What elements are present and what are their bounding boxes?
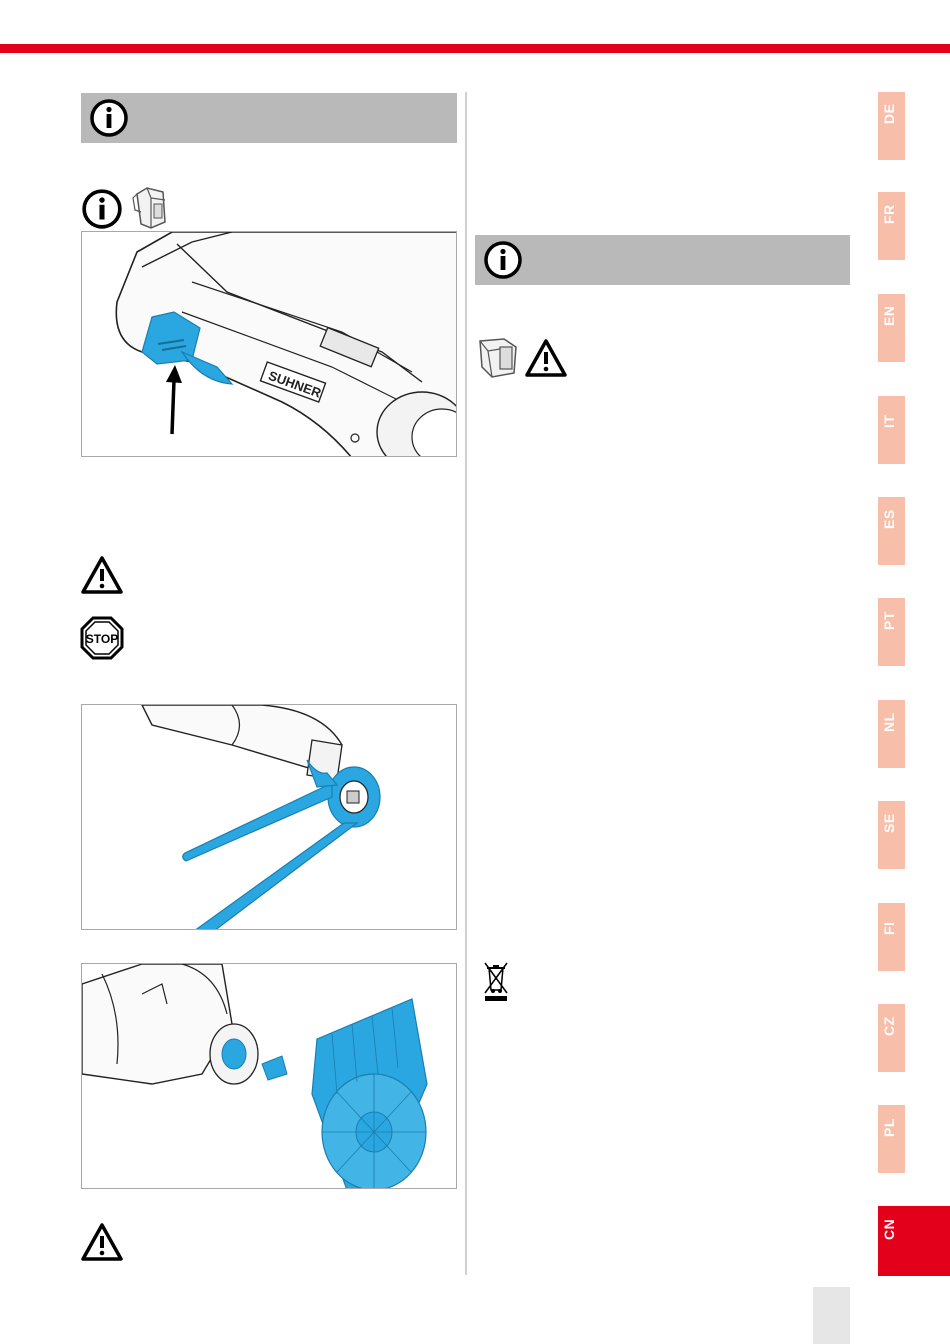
figure-flap-wheel	[81, 963, 457, 1189]
lang-tab-cn[interactable]	[878, 1206, 950, 1276]
battery-icon	[129, 184, 173, 230]
lang-tab-label: SE	[881, 813, 897, 833]
lang-tab-es[interactable]	[878, 497, 905, 565]
lang-tab-de[interactable]	[878, 92, 905, 160]
info-banner-right	[475, 235, 850, 285]
figure-wrench-removal	[81, 704, 457, 930]
info-icon	[483, 240, 523, 280]
lang-tab-pt[interactable]	[878, 598, 905, 666]
header-accent-bar	[0, 44, 950, 53]
lang-tab-label: EN	[881, 305, 897, 326]
page-number-box	[813, 1287, 850, 1344]
stop-sign-label: STOP	[85, 632, 119, 646]
lang-tab-en[interactable]	[878, 294, 905, 362]
lang-tab-label: FI	[881, 921, 897, 935]
lang-tab-label: ES	[881, 509, 897, 529]
column-divider	[465, 92, 467, 1275]
lang-tab-label: PL	[881, 1118, 897, 1137]
tool-brand-label: SUHNER	[266, 367, 324, 401]
lang-tab-label: CN	[881, 1218, 897, 1240]
lang-tab-nl[interactable]	[878, 700, 905, 768]
lang-tab-cz[interactable]	[878, 1004, 905, 1072]
warning-icon	[80, 1222, 124, 1262]
info-banner-left	[81, 93, 457, 143]
weee-bin-icon	[482, 960, 510, 1002]
lang-tab-it[interactable]	[878, 396, 905, 464]
battery-icon	[474, 335, 520, 379]
info-icon	[81, 188, 123, 230]
lang-tab-se[interactable]	[878, 801, 905, 869]
lang-tab-label: FR	[881, 204, 897, 224]
warning-icon	[80, 555, 124, 595]
lang-tab-label: NL	[881, 712, 897, 732]
lang-tab-fr[interactable]	[878, 192, 905, 260]
lang-tab-pl[interactable]	[878, 1105, 905, 1173]
warning-icon	[524, 338, 568, 378]
lang-tab-label: CZ	[881, 1016, 897, 1036]
lang-tab-label: DE	[881, 103, 897, 124]
lang-tab-label: IT	[881, 414, 897, 428]
lang-tab-label: PT	[881, 611, 897, 630]
lang-tab-fi[interactable]	[878, 903, 905, 971]
figure-battery-release	[81, 231, 457, 457]
stop-sign-icon	[80, 616, 124, 660]
info-icon	[89, 98, 129, 138]
